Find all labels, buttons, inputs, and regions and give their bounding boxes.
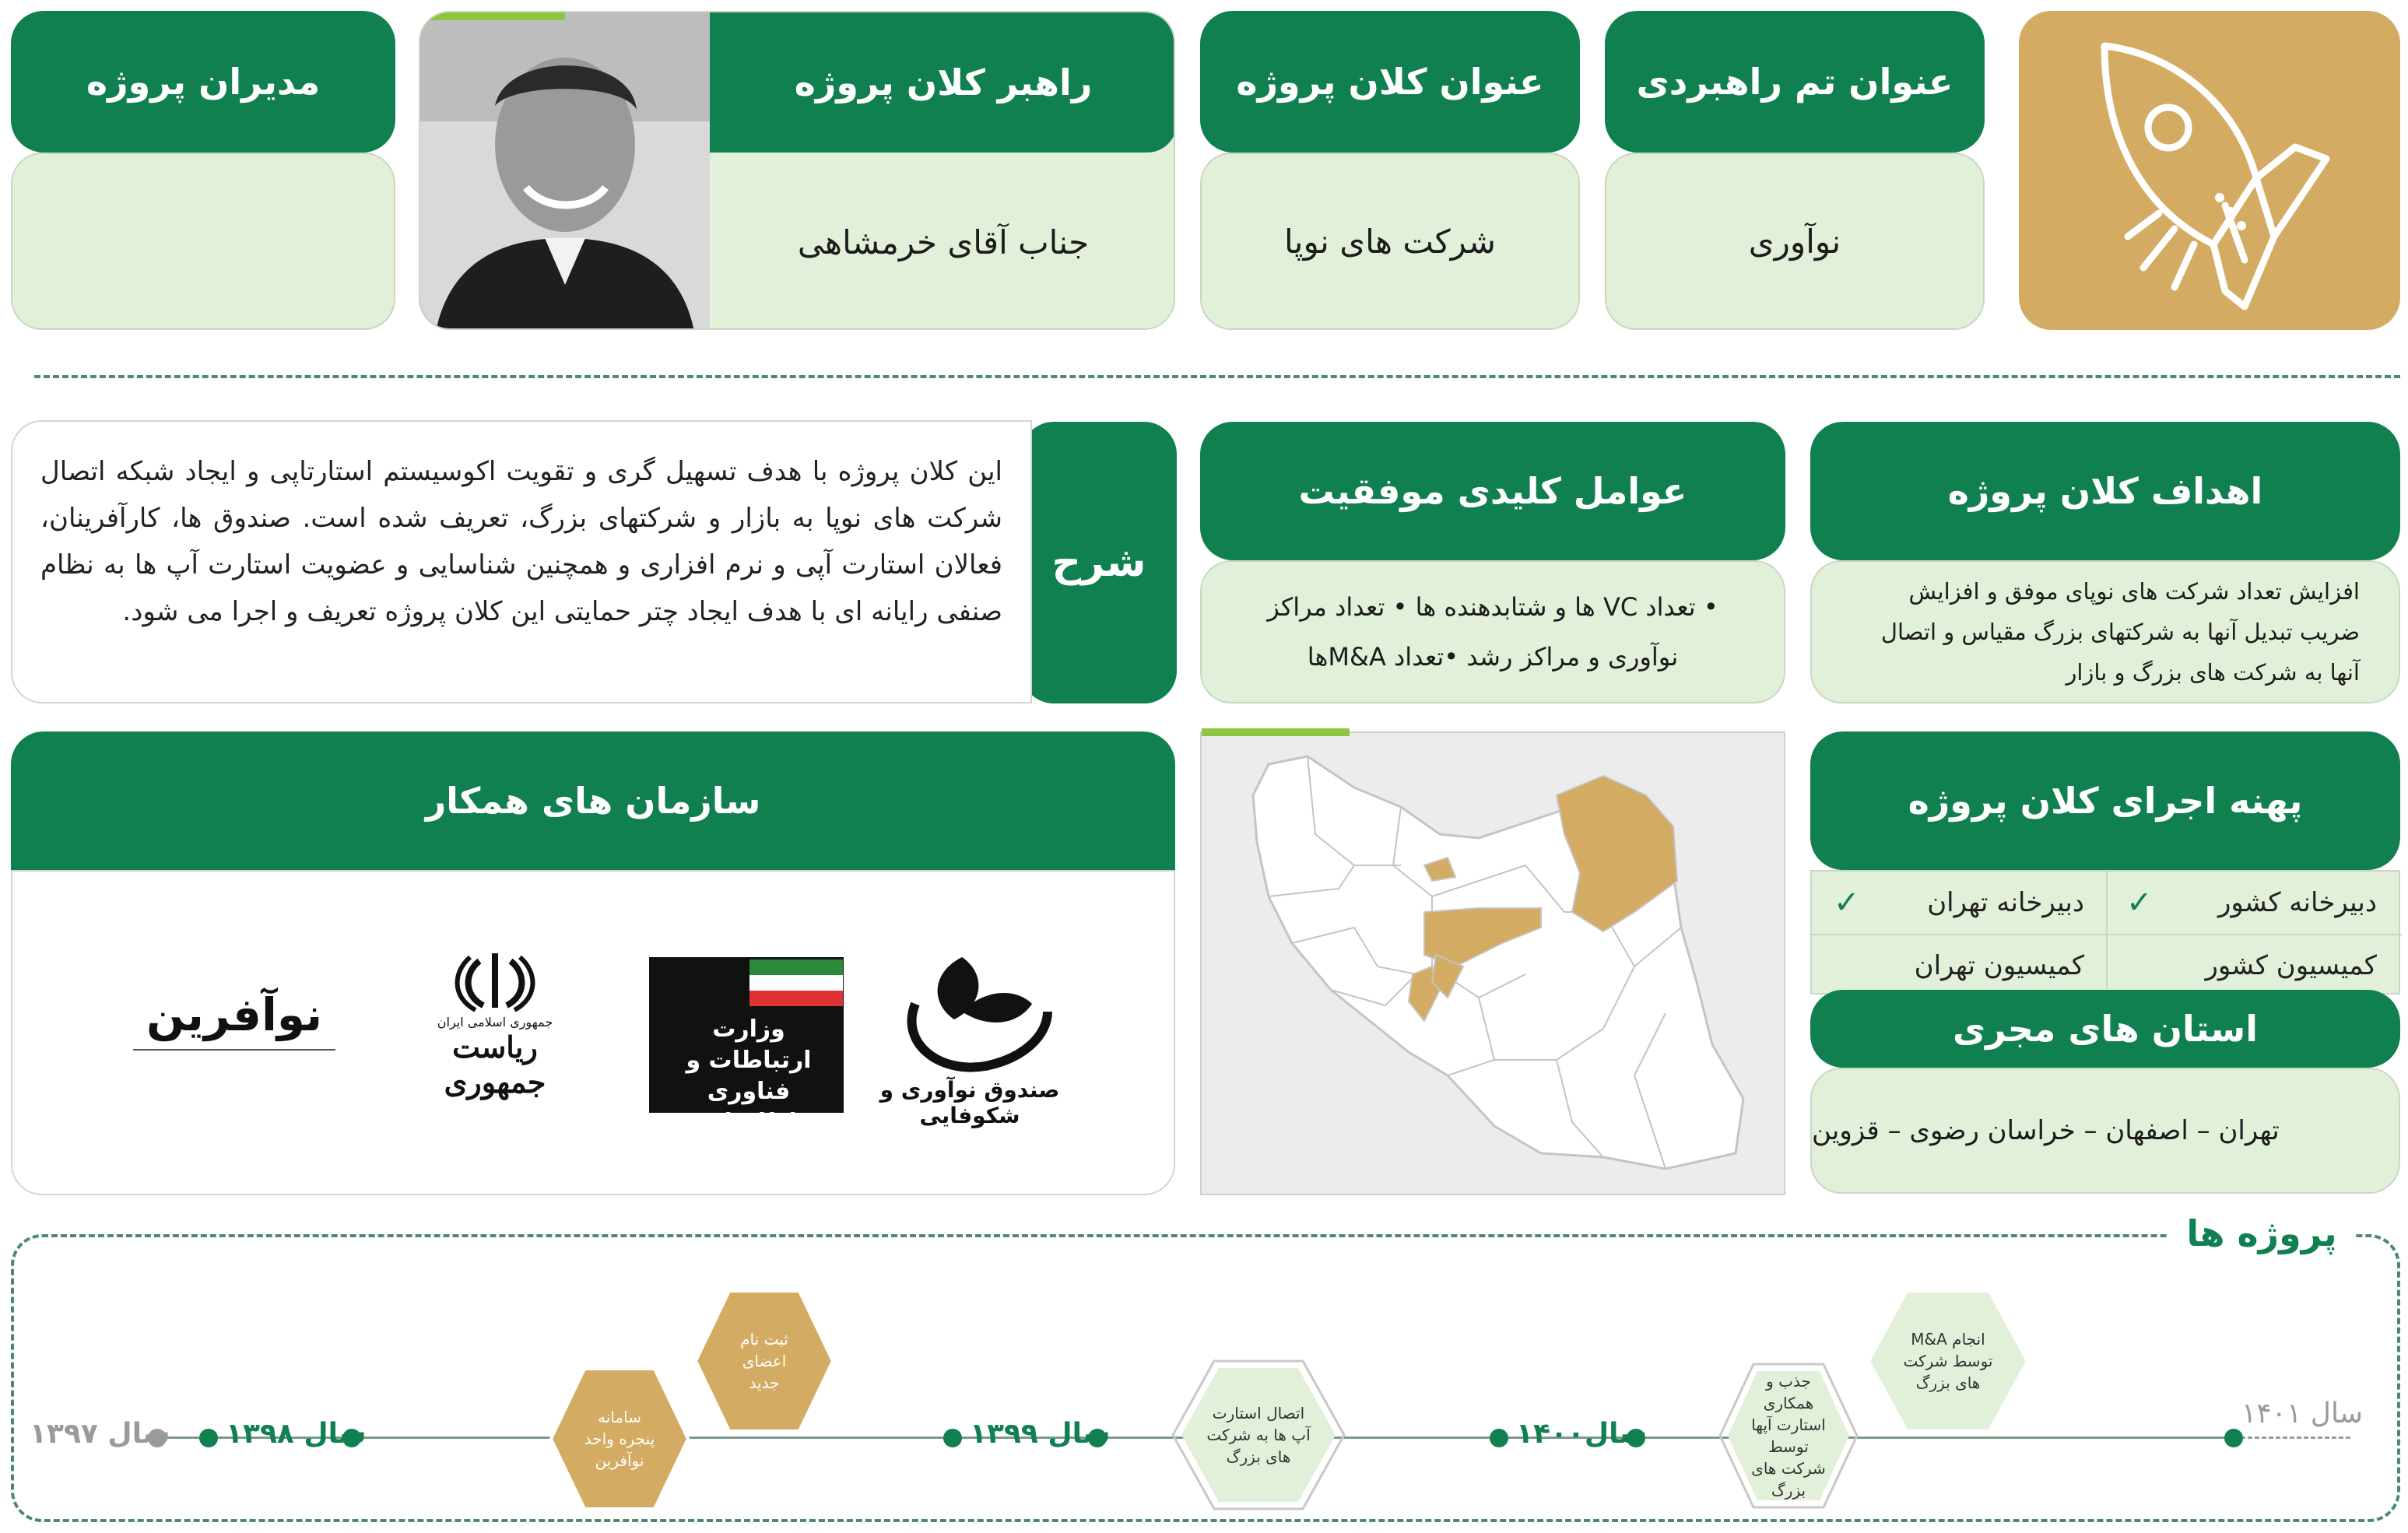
milestone-ma-large-companies: انجام M&A توسط شرکت های بزرگ <box>1866 1289 2030 1433</box>
partners-title: سازمان های همکار <box>11 731 1175 870</box>
iran-map <box>1200 731 1785 1195</box>
projects-title: پروژه ها <box>2168 1212 2355 1259</box>
rocket-icon-tile <box>2019 11 2400 330</box>
partner-ict-ministry-text: وزارت ارتباطات و فناوری اطلاعات <box>686 1016 812 1136</box>
project-title-value: شرکت های نوپا <box>1200 153 1580 330</box>
description-title: شرح <box>1021 422 1177 703</box>
managers-label: مدیران پروژه <box>11 11 395 153</box>
partner-presidency-subtext: جمهوری اسلامی ایران <box>437 1015 553 1030</box>
milestone-startup-collaboration: جذب و همکاری استارت آپها توسط شرکت های بزرگ <box>1718 1362 1859 1510</box>
emblem-icon <box>448 949 542 1012</box>
project-title-label: عنوان کلان پروژه <box>1200 11 1580 153</box>
partner-noafarin-text: نوآفرین <box>146 988 323 1041</box>
leader-photo <box>420 12 710 330</box>
goals-text: افزایش تعداد شرکت های نوپای موفق و افزایش ضریب تبدیل آنها به شرکتهای بزرگ مقیاس و اتصال آنها به شرکت های بزرگ و بازار <box>1810 560 2400 703</box>
year-label-1400: سال۱۴۰۰ <box>1516 1418 1648 1450</box>
scope-item-national-commission: کمیسیون کشور <box>2205 950 2377 981</box>
partner-logo-noafarin <box>121 988 347 1097</box>
scope-title: پهنه اجرای کلان پروژه <box>1810 731 2400 870</box>
flag-icon <box>749 959 843 1006</box>
milestone-noafarin-portal: سامانه پنجره واحد نوآفرین <box>549 1366 690 1511</box>
scope-item-national-secretariat: دبیرخانه کشور ✓ <box>2126 885 2377 921</box>
year-dot-1400-a <box>1490 1429 1508 1447</box>
partner-innovation-fund-text: صندوق نوآوری و شکوفایی <box>879 1077 1060 1128</box>
leaf-logo-icon <box>869 942 1071 1074</box>
partner-presidency-text: ریاست جمهوری <box>444 1030 546 1100</box>
leader-label: راهبر کلان پروژه <box>710 12 1175 153</box>
map-icon <box>1199 733 1784 1197</box>
description-box <box>11 420 1032 703</box>
check-icon: ✓ <box>2126 885 2153 921</box>
year-label-1399: سال ۱۳۹۹ <box>970 1418 1111 1450</box>
year-label-1401: سال ۱۴۰۱ <box>2241 1398 2364 1430</box>
check-icon: ✓ <box>1834 885 1860 921</box>
rocket-icon <box>2019 11 2400 330</box>
success-line-1: • تعداد VC ها و شتابدهنده ها • تعداد مراکز <box>1267 592 1718 622</box>
leader-value: جناب آقای خرمشاهی <box>797 223 1090 261</box>
partner-logo-ict-ministry <box>649 957 844 1136</box>
milestone-startup-connection: اتصال استارت آپ ها به شرکت های بزرگ <box>1171 1359 1346 1511</box>
managers-value <box>11 153 395 330</box>
goals-title: اهداف کلان پروژه <box>1810 422 2400 560</box>
year-label-1398: سال ۱۳۹۸ <box>226 1418 367 1450</box>
partners-box <box>11 870 1175 1195</box>
year-dot-1398-a <box>199 1429 218 1447</box>
person-icon <box>420 12 710 330</box>
partner-logo-presidency <box>402 949 588 1121</box>
scope-grid <box>1810 870 2400 995</box>
success-title: عوامل کلیدی موفقیت <box>1200 422 1785 560</box>
year-dot-1401 <box>2224 1429 2243 1447</box>
scope-item-tehran-secretariat: دبیرخانه تهران ✓ <box>1834 885 2084 921</box>
theme-title: عنوان تم راهبردی <box>1605 11 1985 153</box>
theme-value: نوآوری <box>1605 153 1985 330</box>
success-line-2: نوآوری و مراکز رشد •تعداد M&Aها <box>1307 642 1679 672</box>
section-divider <box>34 375 2400 378</box>
leader-card <box>419 11 1175 330</box>
provinces-title: استان های مجری <box>1810 990 2400 1068</box>
year-dot-1399-a <box>943 1429 962 1447</box>
provinces-text: تهران – اصفهان – خراسان رضوی – قزوین <box>1810 1068 2400 1194</box>
milestone-new-members: ثبت نام اعضای جدید <box>694 1289 834 1433</box>
year-label-1397: سال ۱۳۹۷ <box>30 1418 170 1450</box>
scope-item-tehran-commission: کمیسیون تهران <box>1914 950 2084 981</box>
timeline-line-future <box>2234 1437 2350 1439</box>
partner-logo-innovation-fund <box>869 942 1071 1136</box>
description-text: این کلان پروژه با هدف تسهیل گری و تقویت اکوسیستم استارتاپی و ایجاد شبکه اتصال شرکت های نوپا به بازار و شرکتهای بزرگ، تعریف شده است. صندوق ها، کارآفرینان، فعالان استارت آپی و نرم افزاری و همچنین شناسایی و عضویت استارت آپ ها به نظام صنفی رایانه ای با هدف ایجاد چتر حمایتی این کلان پروژه تعریف و اجرا می شود. <box>40 456 1002 627</box>
success-box <box>1200 560 1785 703</box>
